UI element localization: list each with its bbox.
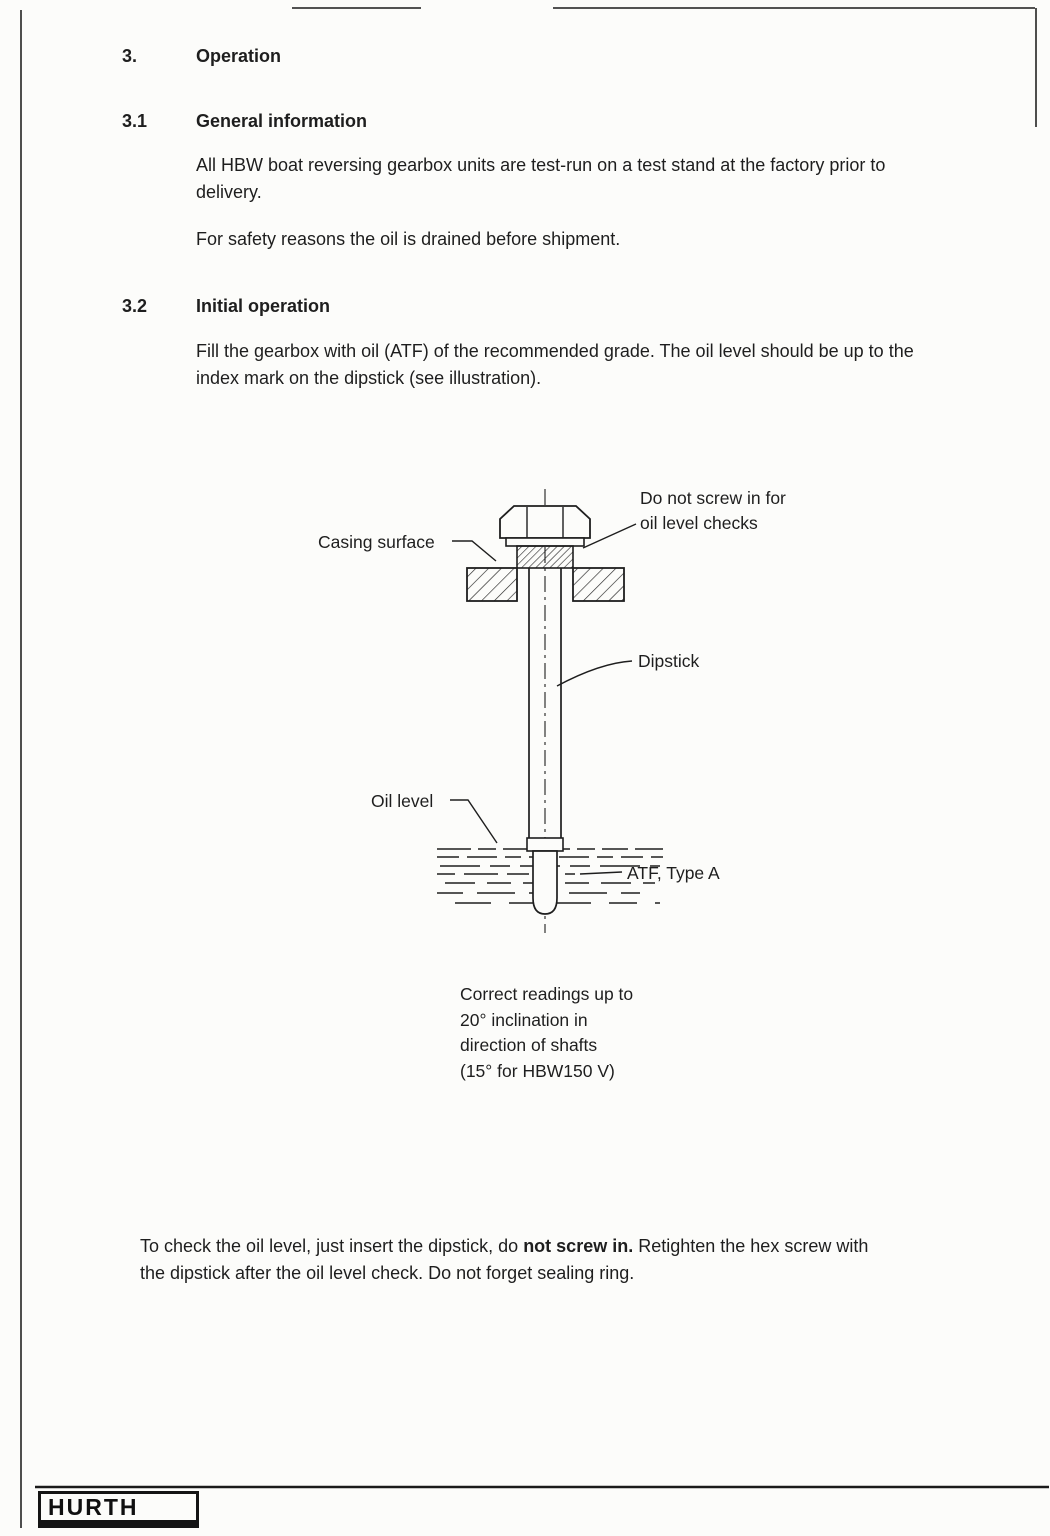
section-number: 3. [122, 46, 138, 66]
label-oil-level: Oil level [371, 791, 434, 811]
diagram-caption [460, 982, 633, 1084]
dipstick-tip [533, 851, 557, 914]
paragraph-check-oil-level-bold: not screw in. [523, 1236, 634, 1256]
caption-line4: (15° for HBW150 V) [460, 1060, 615, 1081]
paragraph-check-oil-level-after: Retighten the hex screw with the dipstick after the oil level check. Do not forget sealing ring. [140, 1236, 869, 1283]
section-title: General information [196, 111, 368, 131]
paragraph-test-run: All HBW boat reversing gearbox units are test-run on a test stand at the factory prior to delivery. [196, 155, 886, 202]
bolt-washer [506, 538, 584, 546]
label-do-not-screw [640, 486, 786, 536]
label-atf-type-a: ATF, Type A [627, 863, 720, 883]
paragraph-check-oil-level-before: To check the oil level, just insert the dipstick, do [140, 1236, 524, 1256]
label-do-not-screw-line2: oil level checks [640, 513, 758, 533]
section-title: Operation [196, 46, 282, 66]
hurth-logo [38, 1491, 199, 1528]
label-do-not-screw-line1: Do not screw in for [640, 488, 786, 508]
caption-line2: 20° inclination in [460, 1009, 588, 1030]
casing-right-section [573, 568, 624, 601]
paragraph-fill-gearbox: Fill the gearbox with oil (ATF) of the recommended grade. The oil level should be up to the index mark on the dipstick (see illustration). [196, 341, 914, 388]
section-heading-general-information [122, 111, 367, 132]
hex-bolt-head [500, 506, 590, 538]
section-heading-initial-operation [122, 296, 330, 317]
casing-left-section [467, 568, 517, 601]
section-number: 3.2 [122, 296, 148, 316]
label-dipstick: Dipstick [638, 651, 700, 671]
section-heading-operation [122, 46, 281, 67]
leader-casing [452, 541, 496, 561]
leader-no-screw [583, 524, 636, 548]
section-title: Initial operation [196, 296, 331, 316]
bolt-threads [517, 546, 573, 568]
section-number: 3.1 [122, 111, 148, 131]
leader-oil-level [450, 800, 497, 843]
leader-dipstick [557, 661, 632, 686]
paragraph-oil-drained: For safety reasons the oil is drained before shipment. [196, 229, 621, 249]
leader-atf [580, 872, 622, 874]
caption-line1: Correct readings up to [460, 984, 634, 1004]
dipstick-index-mark [527, 838, 563, 851]
hurth-logo-text: HURTH [48, 1493, 139, 1520]
caption-line3: direction of shafts [460, 1035, 598, 1055]
paragraph-check-oil-level [140, 1233, 890, 1287]
label-casing-surface: Casing surface [318, 532, 435, 552]
